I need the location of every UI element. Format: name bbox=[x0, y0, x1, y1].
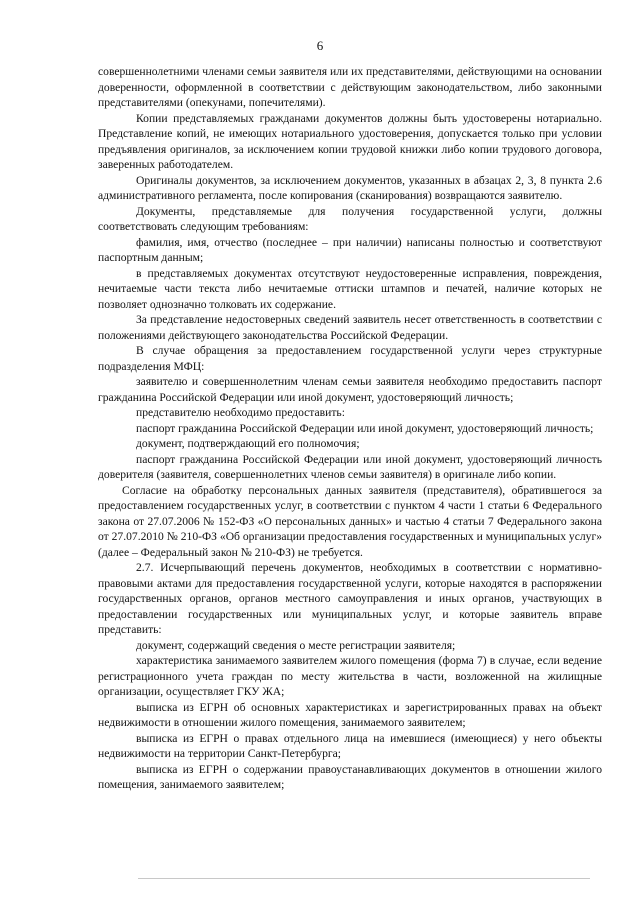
paragraph-egrn-rights: выписка из ЕГРН о правах отдельного лица на имевшиеся (имеющиеся) у него объекты недвижимости на территории Санкт-Петербурга; bbox=[98, 731, 602, 760]
paragraph-requirement-names: фамилия, имя, отчество (последнее – при наличии) написаны полностью и соответствуют паспортным данным; bbox=[98, 235, 602, 264]
paragraph-egrn-title-documents: выписка из ЕГРН о содержании правоустанавливающих документов в отношении жилого помещения, занимаемого заявителем; bbox=[98, 762, 602, 791]
paragraph-section-2-7: 2.7. Исчерпывающий перечень документов, необходимых в соответствии с нормативно-правовыми актами для предоставления государственной услуги, которые находятся в распоряжении государственных органов, органов местного самоуправления и иных органов, участвующих в предоставлении государственных или муниципальных услуг, и которые заявитель вправе представить: bbox=[98, 561, 602, 636]
paragraph-personal-data-consent: Согласие на обработку персональных данных заявителя (представителя), обратившегося за предоставлением государственных услуг, в соответствии с пунктом 4 части 1 статьи 6 Федерального закона от 27.07.2006 № 152-ФЗ «О персональных данных» и частью 4 статьи 7 Федерального закона от 27.07.2010 № 210-ФЗ «Об организации предоставления государственных и муниципальных услуг» (далее – Федеральный закон № 210-ФЗ) не требуется. bbox=[98, 483, 602, 559]
paragraph-representative-authority: документ, подтверждающий его полномочия; bbox=[136, 437, 360, 450]
paragraph-egrn-main: выписка из ЕГРН об основных характеристиках и зарегистрированных правах на объект недвижимости в отношении жилого помещения, занимаемого заявителем; bbox=[98, 700, 602, 729]
page-number: 6 bbox=[316, 38, 324, 53]
paragraph-mfc-intro: В случае обращения за предоставлением государственной услуги через структурные подразделения МФЦ: bbox=[98, 344, 602, 373]
paragraph-representative-passport: паспорт гражданина Российской Федерации или иной документ, удостоверяющий личность; bbox=[136, 421, 594, 435]
paragraph-form-7: характеристика занимаемого заявителем жилого помещения (форма 7) в случае, если ведение регистрационного учета граждан по месту жительства в части, возложенной на жилищные организации, осуществляет ГКУ ЖА; bbox=[98, 654, 602, 698]
paragraph-copies-notarized: Копии представляемых гражданами документов должны быть удостоверены нотариально. Представление копий, не имеющих нотариального удостоверения, допускается только при условии предъявления оригиналов, за исключением копии трудовой книжки либо копии трудового договора, заверенных работодателем. bbox=[98, 111, 602, 171]
paragraph-requirements-intro: Документы, представляемые для получения государственной услуги, должны соответствовать следующим требованиям: bbox=[98, 204, 602, 233]
paragraph-mfc-applicant: заявителю и совершеннолетним членам семьи заявителя необходимо предоставить паспорт гражданина Российской Федерации или иной документ, удостоверяющий личность; bbox=[98, 375, 602, 404]
paragraph-representative-intro: представителю необходимо предоставить: bbox=[136, 406, 345, 419]
paragraph-requirement-no-corrections: в представляемых документах отсутствуют неудостоверенные исправления, повреждения, нечитаемые части текста либо нечитаемые оттиски штампов и печатей, наличие которых не позволяет однозначно толковать их содержание. bbox=[98, 266, 602, 311]
page-bottom-rule bbox=[138, 878, 590, 879]
paragraph-registration-document: документ, содержащий сведения о месте регистрации заявителя; bbox=[136, 638, 456, 652]
paragraph-principal-passport: паспорт гражданина Российской Федерации или иной документ, удостоверяющий личность доверителя (заявителя, совершеннолетних членов семьи заявителя) в оригинале либо копии. bbox=[98, 452, 602, 481]
document-body bbox=[98, 64, 602, 793]
paragraph-originals-returned: Оригиналы документов, за исключением документов, указанных в абзацах 2, 3, 8 пункта 2.6 административного регламента, после копирования (сканирования) возвращаются заявителю. bbox=[98, 173, 602, 202]
paragraph-responsibility: За представление недостоверных сведений заявитель несет ответственность в соответствии с положениями действующего законодательства Российской Федерации. bbox=[98, 313, 602, 342]
paragraph-family-representatives: совершеннолетними членами семьи заявителя или их представителями, действующими на основании доверенности, оформленной в соответствии с действующим законодательством, либо законными представителями (опекунами, попечителями). bbox=[98, 65, 602, 109]
